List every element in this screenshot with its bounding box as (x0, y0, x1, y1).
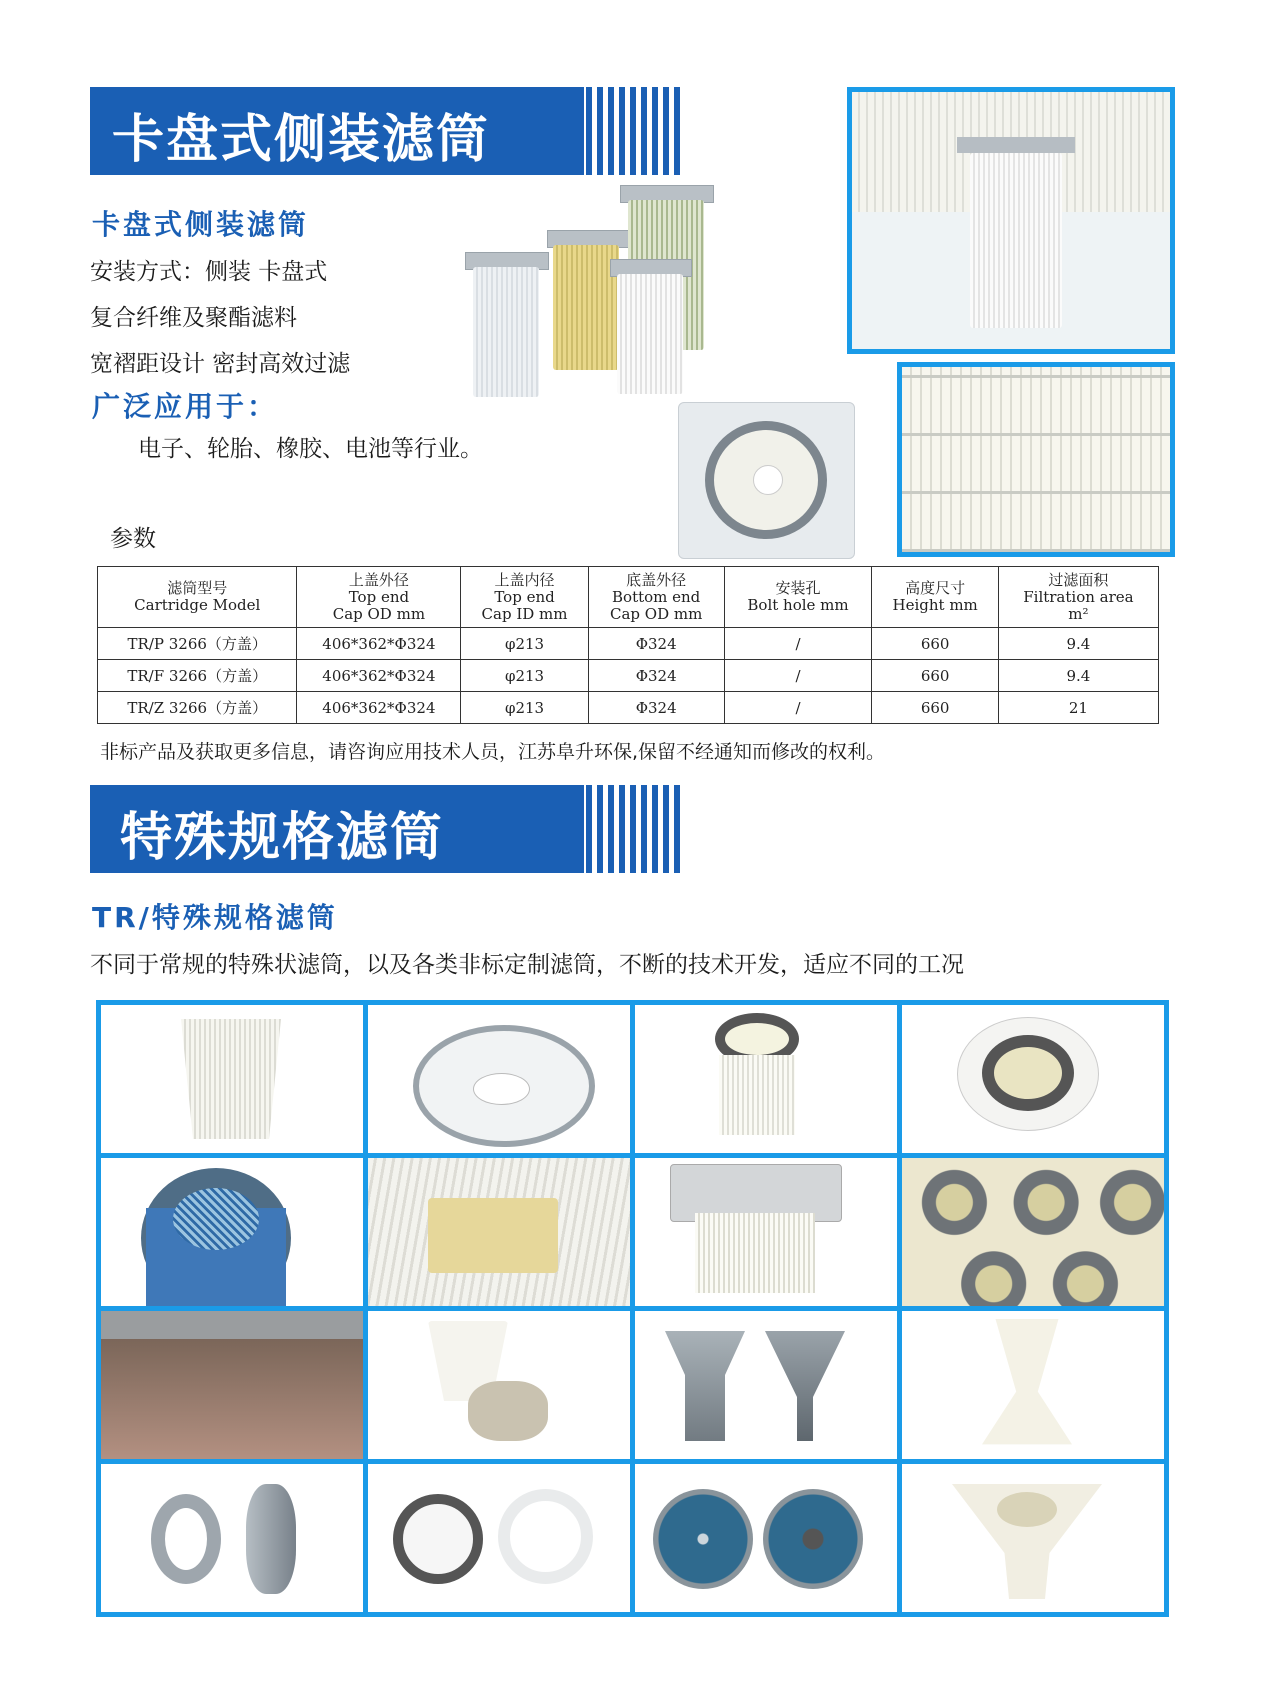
cell-model: TR/Z 3266（方盖） (98, 692, 297, 724)
banner-stripes (584, 785, 680, 873)
filter-group-image (465, 185, 725, 400)
photo-metal-funnels (635, 1311, 897, 1459)
photo-flanged-cartridges (902, 1158, 1164, 1306)
photo-blue-covers (635, 1464, 897, 1612)
photo-rectangular-flange (635, 1158, 897, 1306)
special-filter-photo-grid (96, 1000, 1169, 1617)
section2-banner (90, 785, 680, 873)
filter-stock-photo (897, 362, 1175, 557)
photo-plastic-funnel (902, 1311, 1164, 1459)
col-bolt-hole: 安装孔 Bolt hole mm (724, 567, 872, 628)
photo-plastic-venturi (368, 1311, 630, 1459)
table-note: 非标产品及获取更多信息，请咨询应用技术人员，江苏阜升环保,保留不经通知而修改的权利。 (100, 741, 886, 763)
photo-yellow-sleeve (368, 1158, 630, 1306)
cell-top-od: 406*362*Φ324 (297, 628, 461, 660)
photo-cartridge-top (635, 1005, 897, 1153)
cell-bolt-hole: / (724, 628, 872, 660)
cell-model: TR/F 3266（方盖） (98, 660, 297, 692)
cell-top-id: φ213 (461, 692, 588, 724)
col-bottom-od: 底盖外径 Bottom end Cap OD mm (588, 567, 724, 628)
photo-wide-funnel (902, 1464, 1164, 1612)
cell-top-od: 406*362*Φ324 (297, 692, 461, 724)
cell-height: 660 (872, 692, 998, 724)
cell-bolt-hole: / (724, 692, 872, 724)
install-line: 安装方式：侧装 卡盘式 (90, 259, 328, 285)
cell-top-id: φ213 (461, 660, 588, 692)
cell-area: 9.4 (998, 628, 1158, 660)
photo-sealing-cap (902, 1005, 1164, 1153)
design-line: 宽褶距设计 密封高效过滤 (90, 351, 351, 377)
table-row (98, 628, 1159, 660)
col-area: 过滤面积 Filtration area m² (998, 567, 1158, 628)
square-cap-image (678, 402, 855, 559)
photo-blue-cartridge (101, 1158, 363, 1306)
cell-model: TR/P 3266（方盖） (98, 628, 297, 660)
photo-metal-threaded-rings (101, 1464, 363, 1612)
params-label: 参数 (110, 526, 156, 552)
section1-banner-title: 卡盘式侧装滤筒 (112, 109, 491, 170)
photo-panel-frame (101, 1311, 363, 1459)
section2-heading: TR/特殊规格滤筒 (92, 901, 338, 934)
cell-bottom-od: Φ324 (588, 692, 724, 724)
applications-text: 电子、轮胎、橡胶、电池等行业。 (138, 436, 483, 462)
cell-height: 660 (872, 660, 998, 692)
col-top-od: 上盖外径 Top end Cap OD mm (297, 567, 461, 628)
installed-filter-photo (847, 87, 1175, 354)
section1-heading: 卡盘式侧装滤筒 (92, 208, 310, 241)
material-line: 复合纤维及聚酯滤料 (90, 305, 297, 331)
col-height: 高度尺寸 Height mm (872, 567, 998, 628)
photo-cone-ring (368, 1005, 630, 1153)
col-top-id: 上盖内径 Top end Cap ID mm (461, 567, 588, 628)
cell-top-od: 406*362*Φ324 (297, 660, 461, 692)
cell-top-id: φ213 (461, 628, 588, 660)
applications-heading: 广泛应用于： (92, 390, 279, 423)
table-row (98, 660, 1159, 692)
section1-banner (90, 87, 680, 175)
cell-area: 9.4 (998, 660, 1158, 692)
cell-bottom-od: Φ324 (588, 628, 724, 660)
table-row (98, 692, 1159, 724)
photo-white-gaskets (368, 1464, 630, 1612)
cell-bolt-hole: / (724, 660, 872, 692)
cell-bottom-od: Φ324 (588, 660, 724, 692)
table-header-row (98, 567, 1159, 628)
photo-tapered-filter (101, 1005, 363, 1153)
cell-height: 660 (872, 628, 998, 660)
section2-description: 不同于常规的特殊状滤筒，以及各类非标定制滤筒，不断的技术开发，适应不同的工况 (90, 952, 964, 978)
spec-table (97, 566, 1159, 724)
cell-area: 21 (998, 692, 1158, 724)
banner-stripes (584, 87, 680, 175)
col-model: 滤筒型号 Cartridge Model (98, 567, 297, 628)
section2-banner-title: 特殊规格滤筒 (120, 807, 445, 868)
